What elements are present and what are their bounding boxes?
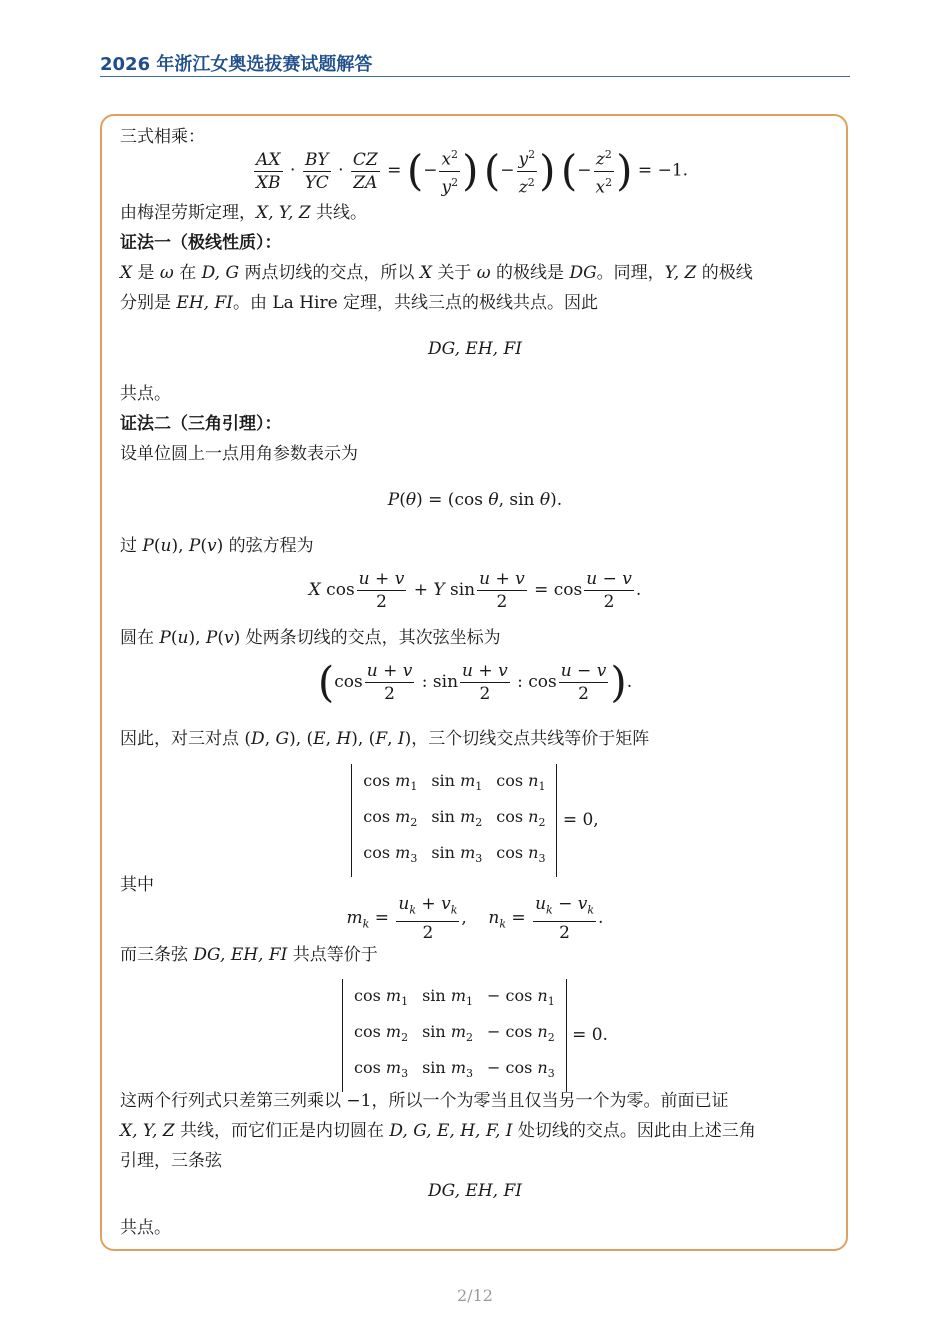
equation-homogeneous: (cos $\frac{u + v}{2}$ : sin $\frac{u + v}{2}$ : cos $\frac{u - v}{2}$ ). <box>317 657 633 707</box>
page-header-title: 2026 年浙江女奥选拔赛试题解答 <box>100 54 373 75</box>
page-number: 2/12 <box>457 1286 493 1305</box>
proof1-heading: 证法一（极线性质）： <box>120 233 282 253</box>
text-line: 引理，三条弦 <box>120 1151 222 1171</box>
text-line: 这两个行列式只差第三列乘以 −1，所以一个为零当且仅当另一个为零。前面已证 <box>120 1091 729 1111</box>
equation-lines-2: DG, EH, FI <box>428 1181 522 1201</box>
text-line: 设单位圆上一点用角参数表示为 <box>120 444 358 464</box>
header-rule <box>100 76 850 77</box>
text-line: 分别是 EH, FI。由 La Hire 定理，共线三点的极线共点。因此 <box>120 293 599 313</box>
text-line: 过 P(u), P(v) 的弦方程为 <box>120 536 314 556</box>
text-line: 其中 <box>120 875 154 895</box>
text-line: 因此，对三对点 (D, G), (E, H), (F, I)，三个切线交点共线等价于矩阵 <box>120 729 650 749</box>
determinant-1: $\cos m_1$ $\sin m_1$ $\cos n_1$ $\cos m_2$ $\sin m_2$ $\cos n_2$ $\cos m_3$ $\sin m_3$ $\cos n_3$ = 0, <box>100 764 850 877</box>
text-line: X, Y, Z 共线，而它们正是内切圆在 D, G, E, H, F, I 处切线的交点。因此由上述三角 <box>120 1121 756 1141</box>
text-line: 共点。 <box>120 1218 171 1238</box>
text-line: 三式相乘： <box>120 127 205 147</box>
text-line: 共点。 <box>120 384 171 404</box>
equation-chord: X cos $\frac{u + v}{2}$ + Y sin $\frac{u + v}{2}$ = cos $\frac{u - v}{2}$ . <box>308 569 642 612</box>
equation-lines: DG, EH, FI <box>428 339 522 359</box>
equation-param: P(θ) = (cos θ, sin θ). <box>387 490 563 510</box>
determinant-2: $\cos m_1$ $\sin m_1$ − $\cos n_1$ $\cos m_2$ $\sin m_2$ − $\cos n_2$ $\cos m_3$ $\sin m_3$ − $\cos n_3$ = 0. <box>100 979 850 1092</box>
text-line: 圆在 P(u), P(v) 处两条切线的交点，其次弦坐标为 <box>120 628 501 648</box>
proof2-heading: 证法二（三角引理）： <box>120 414 282 434</box>
text-line: X 是 ω 在 D, G 两点切线的交点，所以 X 关于 ω 的极线是 DG。同理，Y, Z 的极线 <box>120 263 753 283</box>
text-line: 由梅涅劳斯定理，X, Y, Z 共线。 <box>120 203 367 223</box>
text-line: 而三条弦 DG, EH, FI 共点等价于 <box>120 945 378 965</box>
equation-product: $\frac{AX}{XB}$ · $\frac{BY}{YC}$ · $\frac{CZ}{ZA}$ = (− $\frac{x^2}{y^2}$ ) (− $\frac{y^2}{z^2}$ ) (− $\frac{z^2}{x^2}$ ) = −1. <box>120 144 820 198</box>
equation-mk-nk: $m_k$ = $\frac{u_k + v_k}{2}$ , $n_k$ = $\frac{u_k - v_k}{2}$ . <box>346 894 604 944</box>
